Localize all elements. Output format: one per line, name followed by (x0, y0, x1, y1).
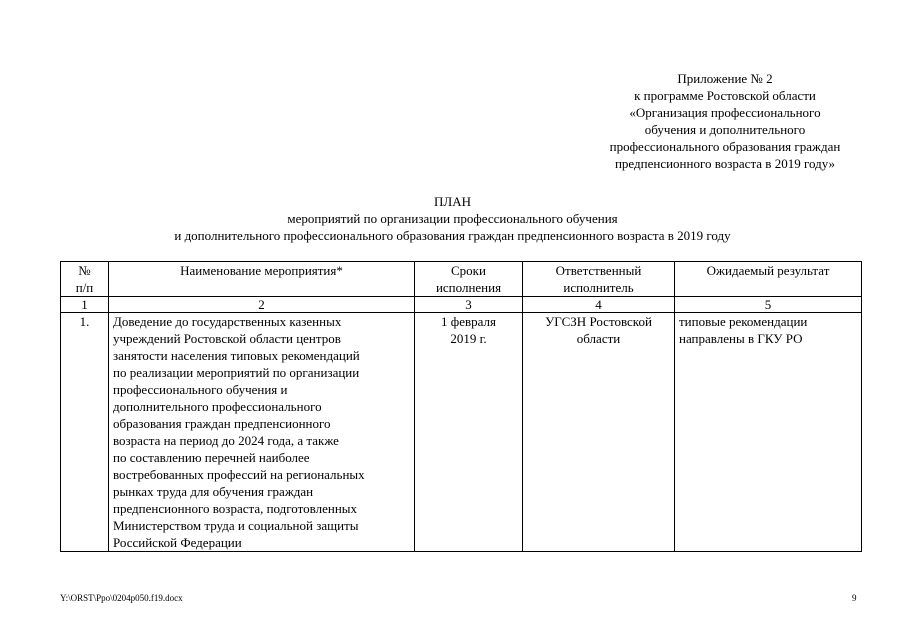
table-header-row (61, 262, 862, 297)
header-responsible: Ответственный исполнитель (523, 262, 675, 297)
appendix-line: к программе Ростовской области (634, 88, 816, 103)
appendix-line: профессионального образования граждан (609, 139, 841, 154)
title-line: мероприятий по организации профессионального обучения (287, 211, 618, 226)
column-number-row (61, 297, 862, 313)
plan-table (60, 261, 862, 552)
appendix-line: Приложение № 2 (677, 71, 773, 86)
column-number: 5 (675, 297, 862, 313)
table-row (61, 313, 862, 552)
appendix-line: «Организация профессионального (629, 105, 821, 120)
column-number: 4 (523, 297, 675, 313)
column-number: 3 (415, 297, 523, 313)
title-line: ПЛАН (434, 194, 471, 209)
row-name: Доведение до государственных казенных учреждений Ростовской области центров занятости населения типовых рекомендаций по реализации мероприятий по организации профессионального обучения и дополнительного профессионального образования граждан предпенсионного возраста на период до 2024 года, а также по составлению перечней наиболее востребованных профессий на региональных рынках труда для обучения граждан предпенсионного возраста, подготовленных Министерством труда и социальной защиты Российской Федерации (109, 313, 415, 552)
document-title (0, 193, 905, 244)
header-deadline: Сроки исполнения (415, 262, 523, 297)
appendix-header (575, 70, 875, 172)
header-result: Ожидаемый результат (675, 262, 862, 297)
header-name: Наименование мероприятия* (109, 262, 415, 297)
title-line: и дополнительного профессионального образования граждан предпенсионного возраста в 2019 году (174, 228, 731, 243)
column-number: 2 (109, 297, 415, 313)
column-number: 1 (61, 297, 109, 313)
row-responsible: УГСЗН Ростовской области (523, 313, 675, 552)
row-deadline: 1 февраля 2019 г. (415, 313, 523, 552)
row-num: 1. (61, 313, 109, 552)
footer-file-path: Y:\ORST\Ppo\0204p050.f19.docx (60, 593, 183, 603)
row-result: типовые рекомендации направлены в ГКУ РО (675, 313, 862, 552)
appendix-line: предпенсионного возраста в 2019 году» (614, 156, 836, 171)
header-num: № п/п (61, 262, 109, 297)
page-number: 9 (852, 593, 857, 603)
appendix-line: обучения и дополнительного (644, 122, 806, 137)
